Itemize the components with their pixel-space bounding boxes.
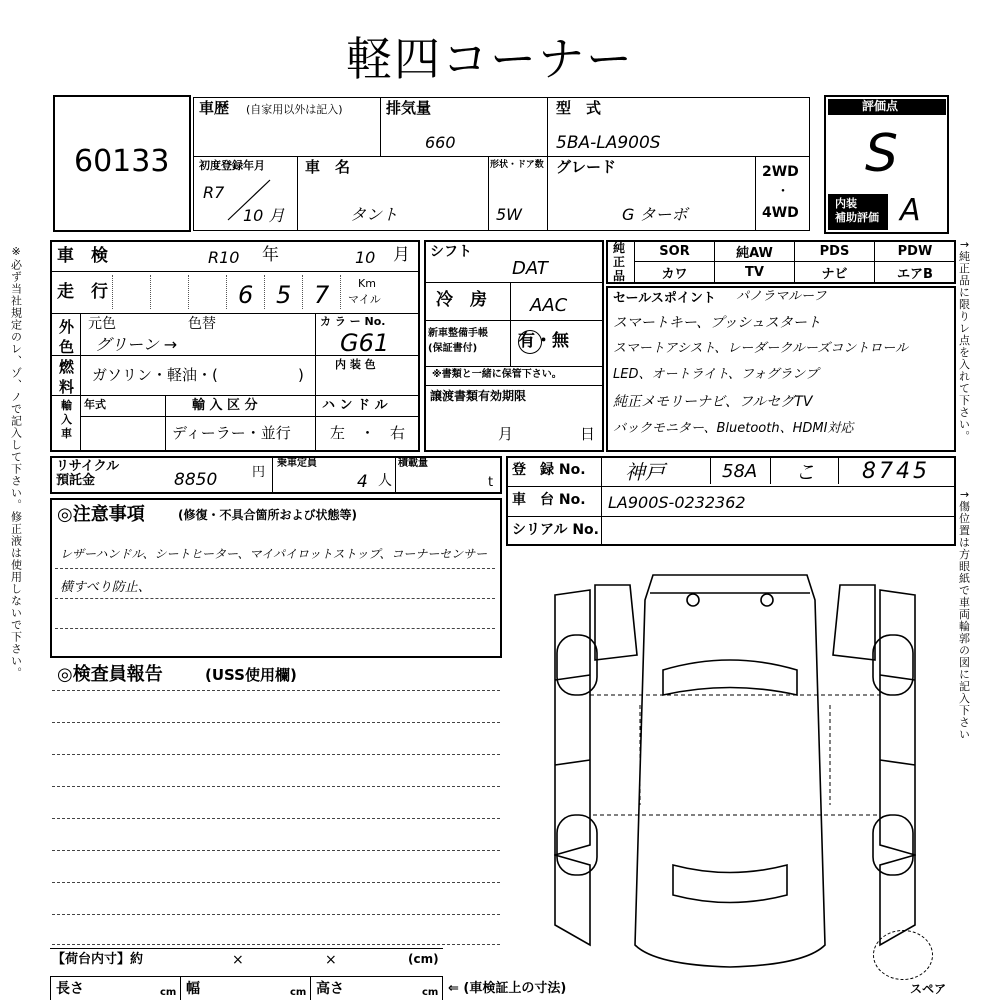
dims-length: 長さ (56, 981, 84, 997)
equip-power-window[interactable]: PDW (875, 241, 955, 262)
first-reg-label: 初度登録年月 (199, 159, 265, 172)
recycle-label: リサイクル 預託金 (56, 459, 120, 489)
grade-value: G ターボ (622, 205, 688, 224)
handle-value[interactable]: 左 ・ 右 (330, 424, 406, 442)
dims-width: 幅 (186, 981, 200, 997)
mileage-digit-6: 7 (314, 281, 330, 309)
drive-sep: ・ (776, 184, 790, 200)
dims-height: 高さ (316, 981, 344, 997)
drive-2wd[interactable]: 2WD (762, 164, 799, 180)
inspection-era: R10 (208, 248, 240, 267)
side-note-right-top: ↑純正品に限りレ点を入れて下さい。 (957, 240, 971, 443)
inspection-month: 10 (355, 248, 376, 267)
ac-label: 冷 房 (436, 290, 487, 310)
dims-note: ⇐ (車検証上の寸法) (448, 981, 567, 996)
mileage-digits (112, 275, 342, 309)
load-unit: t (488, 475, 494, 490)
dims-length-unit: cm (160, 987, 177, 998)
sales-point-4: LED、オートライト、フォグランプ (613, 367, 819, 382)
mileage-label: 走 行 (57, 282, 108, 302)
equip-leather[interactable]: カワ (635, 262, 715, 283)
interior-color-label: 内 装 色 (335, 358, 376, 371)
model-type-label: 型 式 (556, 99, 602, 117)
interior-rating-label: 内装 補助評価 (835, 197, 879, 225)
notes-line-2: 横すべり防止、 (60, 580, 151, 595)
color-value: グリーン → (95, 335, 178, 354)
grade-label: グレード (556, 158, 617, 176)
inspector-title: ◎検査員報告 (57, 664, 163, 685)
mileage-unit-mile: マイル (348, 293, 381, 306)
history-label: 車歴 (199, 99, 230, 117)
equip-alloy-wheel[interactable]: 純AW (715, 241, 795, 262)
car-damage-diagram[interactable] (545, 565, 925, 975)
displacement-label: 排気量 (386, 99, 432, 117)
color-orig-label: 元色 (88, 316, 116, 332)
import-year-label: 年式 (84, 398, 106, 411)
page-title: 軽四コーナー (346, 32, 634, 86)
equipment-label: 純 正 品 (613, 241, 626, 283)
docs-valid-month: 月 (498, 425, 514, 443)
dims-width-unit: cm (290, 987, 307, 998)
equip-tv[interactable]: TV (715, 262, 795, 283)
cargo-x2: × (325, 952, 337, 968)
sales-points-label: セールスポイント (613, 291, 716, 306)
manual-note: ※書類と一緒に保管下さい。 (432, 369, 562, 380)
color-code-label: カ ラ ー No. (320, 315, 386, 328)
doors-label: 形状・ドア数 (490, 160, 544, 170)
import-label: 輸 入 車 (61, 399, 72, 440)
fuel-value[interactable]: ガソリン・軽油・( (92, 366, 218, 384)
load-label: 積載量 (398, 458, 428, 469)
ac-value: AAC (530, 295, 568, 316)
recycle-value: 8850 (174, 470, 218, 490)
import-type-label: 輸 入 区 分 (192, 398, 258, 413)
manual-label: 新車整備手帳 (保証書付) (428, 328, 488, 354)
color-label: 外 色 (59, 318, 75, 356)
side-note-right-bottom: ↑傷位置は方眼紙で車両輪郭の図に記入下さい (957, 490, 971, 741)
first-reg-month: 10 月 (243, 206, 285, 225)
shift-label: シフト (430, 244, 472, 260)
serial-label: シリアル No. (512, 522, 599, 538)
interior-rating-value: A (900, 193, 921, 228)
equip-airbag[interactable]: エアB (897, 267, 933, 282)
lot-number: 60133 (74, 144, 170, 179)
inspection-label: 車 検 (57, 246, 108, 266)
cargo-unit: (cm) (408, 952, 439, 966)
notes-line-1: レザーハンドル、シートヒーター、マイパイロットストップ、コーナーセンサー (60, 547, 488, 561)
mileage-digit-5: 5 (276, 281, 292, 309)
car-name-label: 車 名 (305, 158, 351, 176)
fuel-close: ) (298, 366, 304, 384)
shift-value: DAT (512, 258, 548, 279)
car-name-value: タント (350, 205, 399, 224)
inspector-subtitle: (USS使用欄) (205, 666, 297, 684)
handle-label: ハ ン ド ル (322, 398, 388, 413)
registration-kana: こ (795, 460, 815, 484)
dims-row (50, 976, 443, 1000)
equip-sunroof[interactable]: SOR (635, 241, 715, 262)
color-code: G61 (340, 329, 390, 357)
mileage-digit-4: 6 (238, 281, 254, 309)
rating-label: 評価点 (862, 99, 899, 113)
docs-valid-label: 譲渡書類有効期限 (430, 389, 527, 403)
registration-class: 58A (722, 461, 758, 482)
inspection-year-unit: 年 (262, 245, 279, 265)
side-note-left: ※必ず当社規定のレ、ゾ、ノで記入して下さい。修正液は使用しないで下さい。 (9, 245, 23, 679)
docs-valid-day: 日 (580, 425, 596, 443)
fuel-label: 燃 料 (59, 358, 75, 396)
sales-point-2: スマートキー、プッシュスタート (613, 315, 821, 331)
doors-value: 5W (496, 205, 522, 224)
spare-label: スペア (910, 982, 947, 996)
capacity-value: 4 (357, 472, 368, 492)
history-note: (自家用以外は記入) (246, 103, 343, 116)
registration-label: 登 録 No. (512, 462, 586, 478)
equip-navi[interactable]: ナビ (795, 262, 875, 283)
manual-value[interactable]: 有・無 (518, 331, 569, 351)
cargo-label: 【荷台内寸】約 (52, 952, 144, 967)
model-type-value: 5BA-LA900S (556, 133, 661, 153)
sales-point-6: バックモニター、Bluetooth、HDMI対応 (613, 421, 854, 436)
chassis-label: 車 台 No. (512, 492, 586, 508)
dims-height-unit: cm (422, 987, 439, 998)
recycle-unit: 円 (252, 465, 266, 480)
drive-4wd[interactable]: 4WD (762, 205, 799, 221)
cargo-x1: × (232, 952, 244, 968)
spare-tire-circle[interactable] (873, 930, 933, 980)
capacity-unit: 人 (378, 473, 392, 489)
equip-power-steering[interactable]: PDS (795, 241, 875, 262)
mileage-unit-km: Km (358, 277, 376, 290)
registration-area: 神戸 (625, 460, 665, 484)
displacement-value: 660 (425, 133, 456, 152)
rating-value: S (865, 124, 899, 184)
notes-subtitle: (修復・不具合箇所および状態等) (178, 508, 357, 522)
inspection-month-unit: 月 (393, 245, 410, 265)
chassis-value: LA900S-0232362 (608, 493, 746, 512)
sales-point-3: スマートアシスト、レーダークルーズコントロール (613, 341, 908, 356)
notes-title: ◎注意事項 (57, 504, 145, 525)
sales-point-5: 純正メモリーナビ、フルセグTV (613, 394, 813, 410)
first-reg-year: R7 (203, 183, 225, 202)
color-change-label: 色替 (188, 316, 216, 332)
sales-point-1: パノラマルーフ (736, 289, 827, 304)
capacity-label: 乗車定員 (277, 458, 317, 469)
import-type-value[interactable]: ディーラー・並行 (172, 424, 291, 442)
registration-number: 8745 (862, 459, 930, 484)
